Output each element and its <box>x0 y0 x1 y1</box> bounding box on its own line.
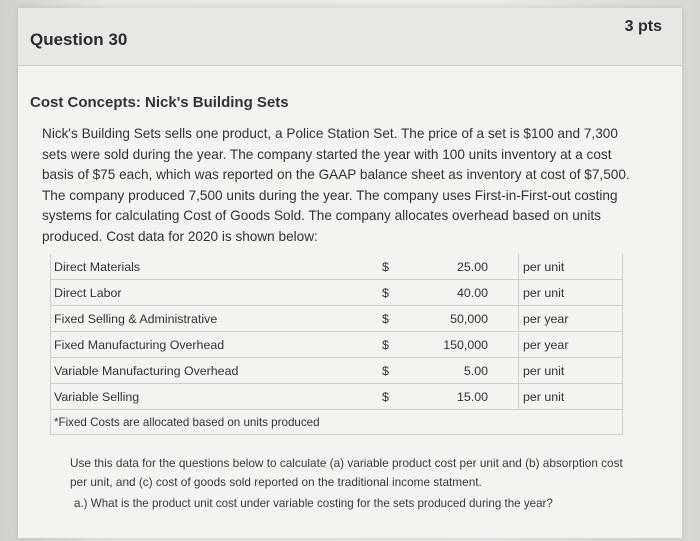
question-card <box>18 8 682 538</box>
cost-label: Variable Manufacturing Overhead <box>51 358 351 384</box>
cost-unit: per year <box>519 306 623 332</box>
cost-value: 25.00 <box>421 254 519 280</box>
question-content <box>18 66 682 538</box>
currency-symbol: $ <box>351 280 421 306</box>
cost-unit: per unit <box>519 280 623 306</box>
instructions-paragraph: Use this data for the questions below to calculate (a) variable product cost per unit and (b) absorption cost per unit, and (c) cost of goods sold reported on the traditional income statment. <box>70 456 623 489</box>
question-points: 3 pts <box>624 18 662 35</box>
table-row <box>51 306 623 332</box>
currency-symbol: $ <box>351 384 421 410</box>
currency-symbol: $ <box>351 306 421 332</box>
cost-data-table <box>50 254 623 435</box>
cost-value: 150,000 <box>421 332 519 358</box>
table-note-row <box>51 410 623 435</box>
cost-value: 50,000 <box>421 306 519 332</box>
cost-unit: per unit <box>519 358 623 384</box>
cost-label: Direct Materials <box>51 254 351 280</box>
cost-label: Fixed Manufacturing Overhead <box>51 332 351 358</box>
currency-symbol: $ <box>351 332 421 358</box>
cost-value: 15.00 <box>421 384 519 410</box>
table-note: *Fixed Costs are allocated based on units produced <box>51 410 623 435</box>
table-row <box>51 280 623 306</box>
table-row <box>51 384 623 410</box>
question-header <box>18 8 682 66</box>
cost-label: Fixed Selling & Administrative <box>51 306 351 332</box>
currency-symbol: $ <box>351 254 421 280</box>
cost-unit: per unit <box>519 254 623 280</box>
question-title: Question 30 <box>30 30 128 49</box>
cost-label: Direct Labor <box>51 280 351 306</box>
table-row <box>51 358 623 384</box>
cost-unit: per year <box>519 332 623 358</box>
intro-paragraph: Nick's Building Sets sells one product, a Police Station Set. The price of a set is $100 and 7,300 sets were sold during the year. The company started the year with 100 units inventory at a cost basis of $75 each, which was reported on the GAAP balance sheet as inventory at cost of $7,500. The company produced 7,500 units during the year. The company uses First-in-First-out costing systems for calculating Cost of Goods Sold. The company allocates overhead based on units produced. Cost data for 2020 is shown below: <box>42 126 630 244</box>
cost-data-table-wrapper <box>50 254 622 444</box>
table-row <box>51 332 623 358</box>
cost-unit: per unit <box>519 384 623 410</box>
section-heading: Cost Concepts: Nick's Building Sets <box>30 94 289 111</box>
cost-value: 40.00 <box>421 280 519 306</box>
table-row <box>51 254 623 280</box>
question-a: a.) What is the product unit cost under variable costing for the sets produced during the year? <box>74 497 553 510</box>
currency-symbol: $ <box>351 358 421 384</box>
cost-value: 5.00 <box>421 358 519 384</box>
cost-label: Variable Selling <box>51 384 351 410</box>
